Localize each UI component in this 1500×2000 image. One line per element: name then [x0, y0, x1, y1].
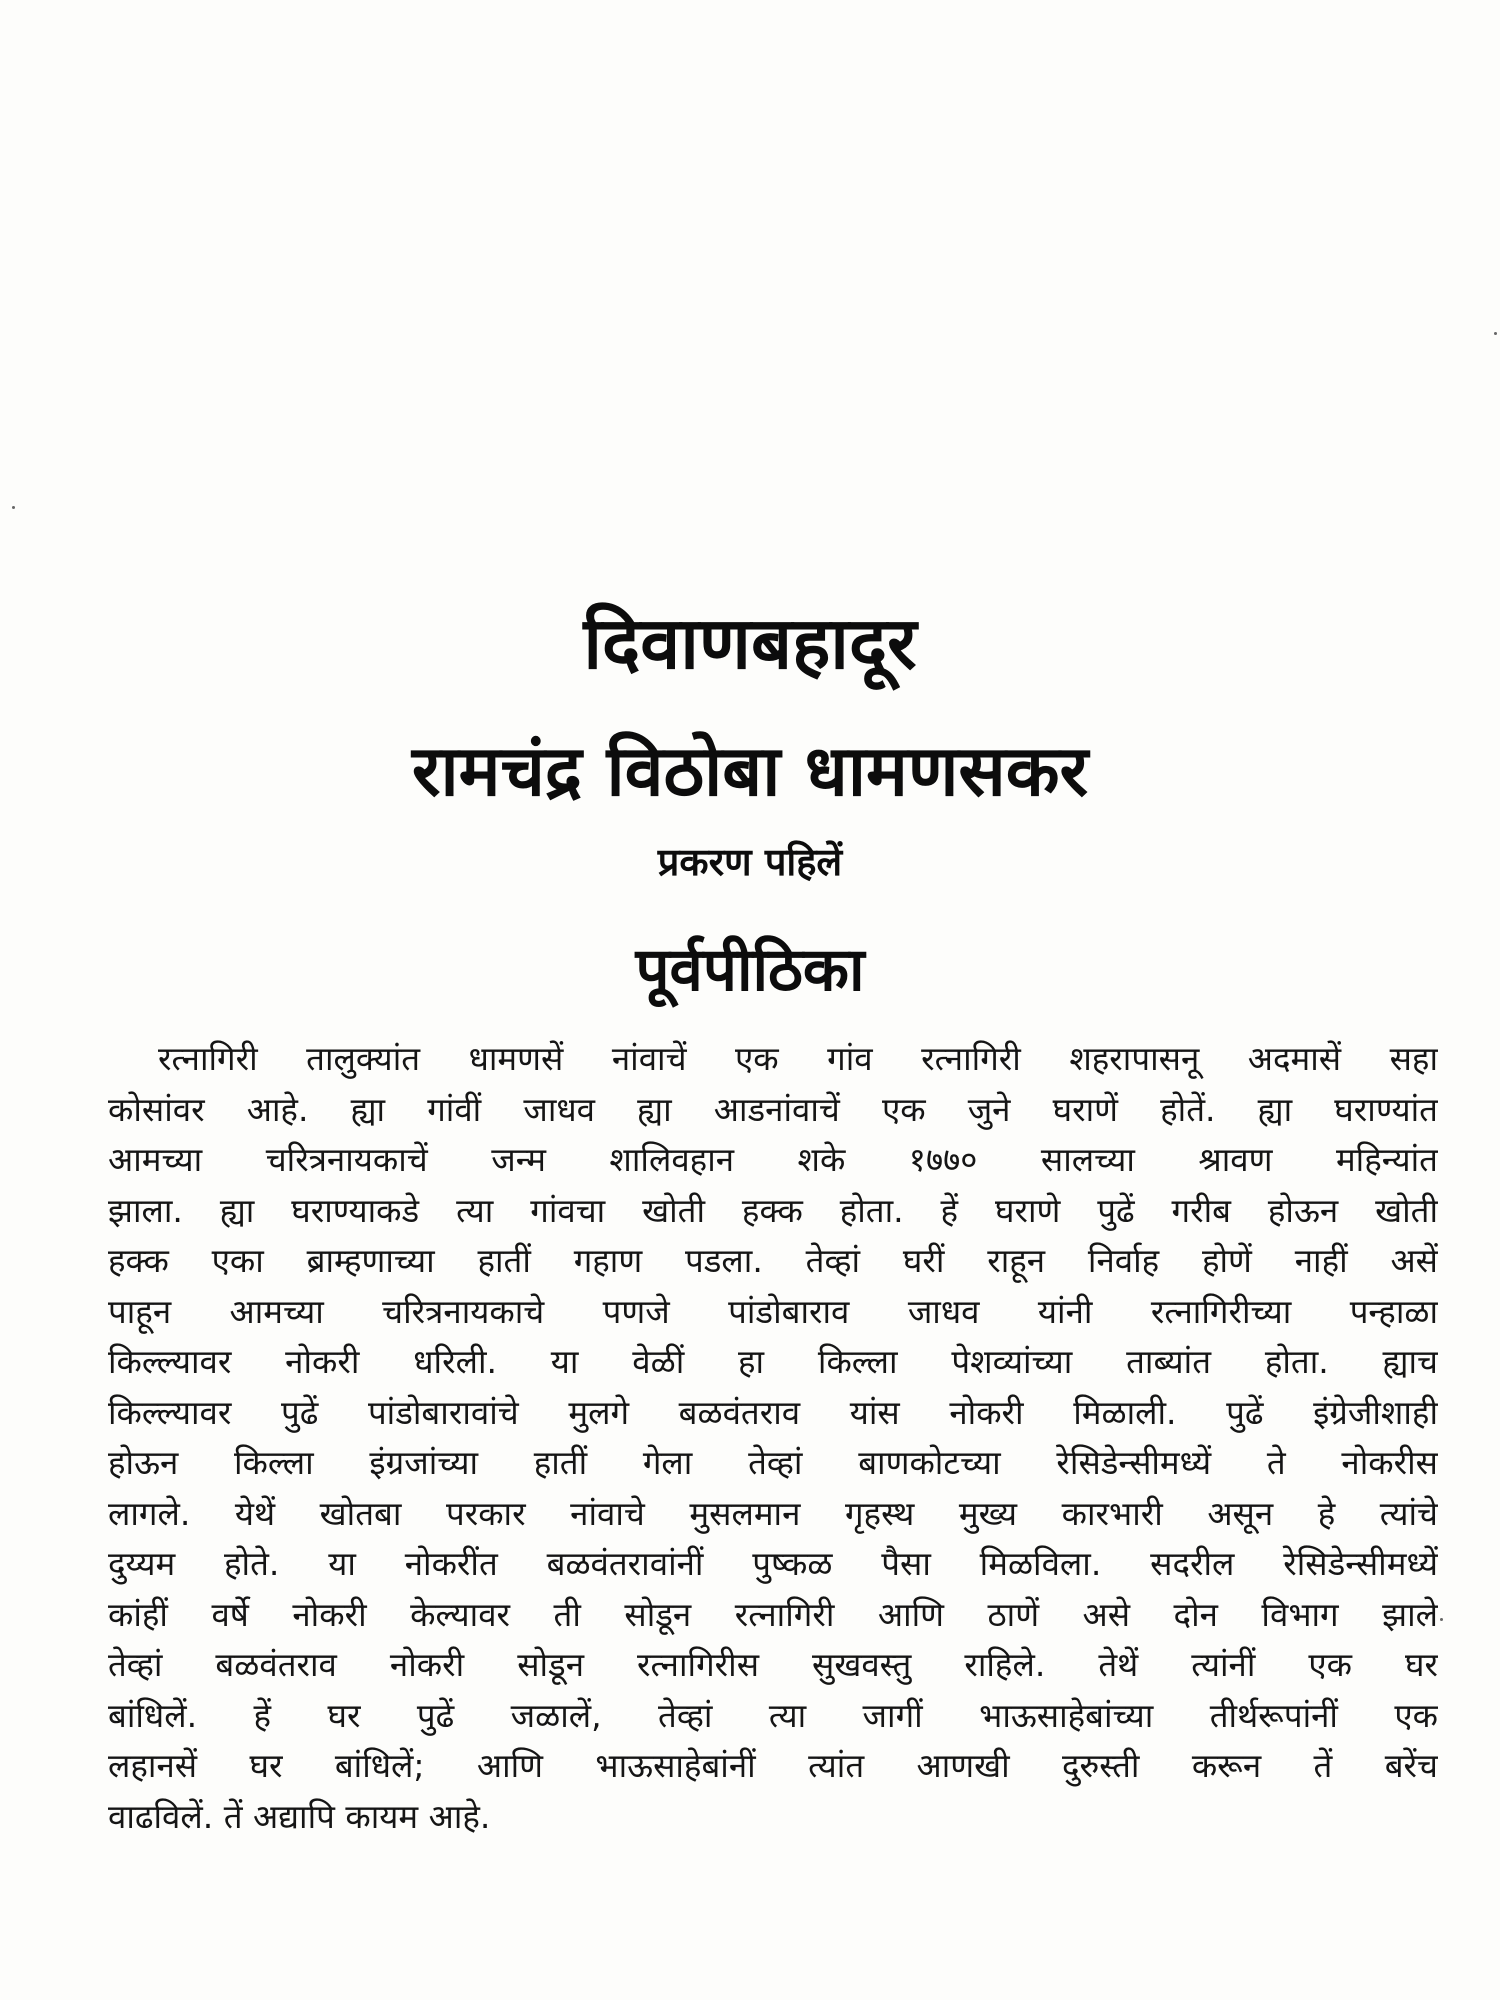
paragraph-line: होऊन किल्ला इंग्रजांच्या हातीं गेला तेव्हां बाणकोटच्या रेसिडेन्सीमध्यें ते नोकरीस: [108, 1443, 1438, 1482]
paragraph-line: तेव्हां बळवंतराव नोकरी सोडून रत्नागिरीस सुखवस्तु राहिले. तेथें त्यांनीं एक घर: [108, 1645, 1438, 1684]
paragraph-line: झाला. ह्या घराण्याकडे त्या गांवचा खोती हक्क होता. हें घराणे पुढें गरीब होऊन खोती: [108, 1190, 1438, 1230]
paragraph-line: रत्नागिरी तालुक्यांत धामणसें नांवाचें एक गांव रत्नागिरी शहरापासनू अदमासें सहा: [158, 1039, 1438, 1078]
document-title-line-2: रामचंद्र विठोबा धामणसकर: [411, 730, 1089, 812]
paragraph-line: किल्ल्यावर पुढें पांडोबारावांचे मुलगे बळवंतराव यांस नोकरी मिळाली. पुढें इंग्रेजीशाही: [108, 1392, 1438, 1432]
section-title: पूर्वपीठिका: [635, 935, 865, 1005]
paragraph-line: वाढविलें. तें अद्यापि कायम आहे.: [108, 1796, 491, 1836]
paragraph-line: दुय्यम होते. या नोकरींत बळवंतरावांनीं पुष्कळ पैसा मिळविला. सदरील रेसिडेन्सीमध्यें: [108, 1544, 1438, 1583]
paragraph-line: बांधिलें. हें घर पुढें जळालें, तेव्हां त्या जागीं भाऊसाहेबांच्या तीर्थरूपांनीं एक: [108, 1695, 1438, 1735]
document-title-line-1: दिवाणबहादूर: [583, 601, 917, 685]
chapter-label: प्रकरण पहिलें: [657, 840, 843, 884]
paragraph-line: पाहून आमच्या चरित्रनायकाचे पणजे पांडोबाराव जाधव यांनी रत्नागिरीच्या पन्हाळा: [108, 1291, 1438, 1331]
scan-speck: [1494, 332, 1497, 335]
scan-speck: [1440, 1618, 1443, 1621]
paragraph-line: किल्ल्यावर नोकरी धरिली. या वेळीं हा किल्ला पेशव्यांच्या ताब्यांत होता. ह्याच: [108, 1342, 1438, 1381]
body-paragraph: [108, 1034, 1438, 1842]
scan-speck: [12, 506, 15, 509]
paragraph-line: कांहीं वर्षे नोकरी केल्यावर ती सोडून रत्नागिरी आणि ठाणें असे दोन विभाग झाले: [108, 1594, 1438, 1634]
paragraph-line: लहानसें घर बांधिलें; आणि भाऊसाहेबांनीं त्यांत आणखी दुरुस्ती करून तें बरेंच: [108, 1746, 1438, 1785]
paragraph-line: आमच्या चरित्रनायकाचें जन्म शालिवहान शके १७७० सालच्या श्रावण महिन्यांत: [108, 1140, 1438, 1179]
paragraph-line: हक्क एका ब्राम्हणाच्या हातीं गहाण पडला. तेव्हां घरीं राहून निर्वाह होणें नाहीं असें: [108, 1241, 1438, 1280]
paragraph-line: कोसांवर आहे. ह्या गांवीं जाधव ह्या आडनांवाचें एक जुने घराणें होतें. ह्या घराण्यांत: [108, 1089, 1438, 1129]
paragraph-line: लागले. येथें खोतबा परकार नांवाचे मुसलमान गृहस्थ मुख्य कारभारी असून हे त्यांचे: [108, 1493, 1438, 1533]
